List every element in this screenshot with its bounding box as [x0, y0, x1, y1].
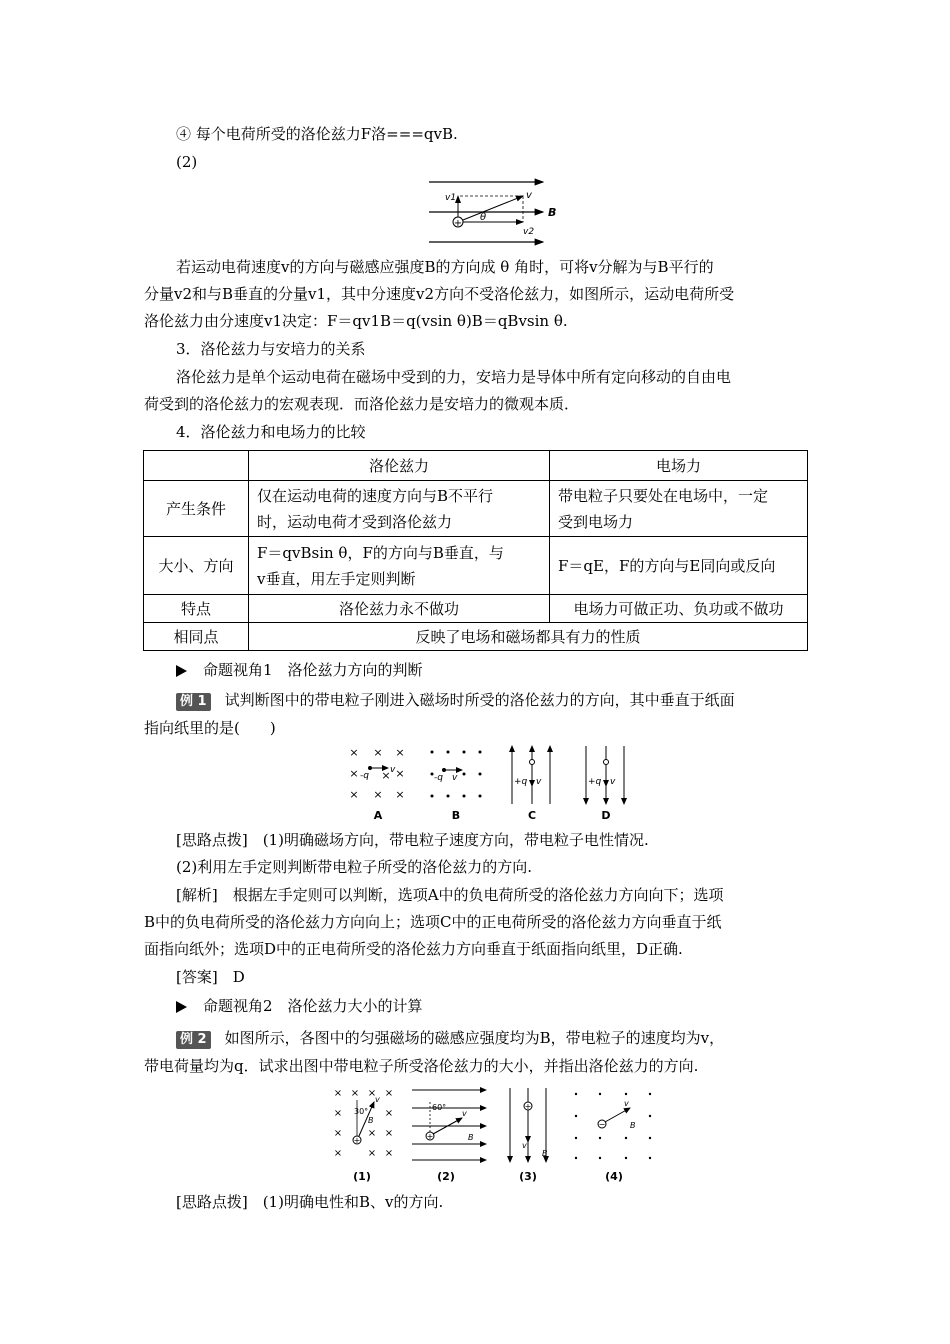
- figure-d-charge: +q: [588, 777, 602, 787]
- figure-4: [575, 1093, 651, 1159]
- decompose-line-3: 洛伦兹力由分速度v1决定：F＝qv1B＝q(vsin θ)B＝qBvsin θ.: [144, 312, 568, 330]
- svg-text:×: ×: [333, 1088, 343, 1099]
- example-1-question-line-2: 指向纸里的是( ): [144, 719, 276, 737]
- figure-d-v: v: [610, 777, 616, 787]
- heading-4: 4．洛伦兹力和电场力的比较: [176, 423, 366, 441]
- header-empty: [144, 451, 249, 481]
- svg-text:×: ×: [349, 767, 359, 780]
- angle-60: 60°: [432, 1103, 447, 1112]
- figure-2: [412, 1090, 486, 1160]
- figure-3: [510, 1088, 546, 1162]
- heading-3: 3．洛伦兹力与安培力的关系: [176, 340, 366, 358]
- figure-label-c: C: [527, 809, 537, 822]
- topic-2-heading: 命题视角2 洛伦兹力大小的计算: [176, 996, 423, 1016]
- figure-c-v: v: [536, 777, 542, 787]
- figure-b-charge: -q: [434, 773, 443, 783]
- figure-c-charge: +q: [514, 777, 528, 787]
- svg-text:×: ×: [373, 746, 383, 759]
- theta-label: θ: [480, 212, 487, 223]
- table-header-row: [144, 451, 808, 481]
- v1-label: v1: [445, 193, 457, 203]
- svg-text:+: +: [353, 1136, 361, 1145]
- svg-text:×: ×: [395, 788, 405, 801]
- figure-d: [586, 746, 624, 804]
- example-1-hint-2: (2)利用左手定则判断带电粒子所受的洛伦兹力的方向.: [176, 858, 533, 876]
- svg-text:+: +: [426, 1132, 434, 1141]
- figure-3-v: v: [522, 1141, 527, 1150]
- figure-label-4: (4): [605, 1170, 623, 1183]
- magnitude-lorentz: F＝qvBsin θ，F的方向与B垂直，与 v垂直，用左手定则判断: [249, 537, 550, 595]
- figure-label-a: A: [373, 809, 383, 822]
- figure-label-b: B: [451, 809, 461, 822]
- row-label-feature: 特点: [144, 595, 249, 623]
- svg-text:+: +: [524, 1102, 532, 1111]
- figure-1: [334, 1088, 393, 1159]
- play-triangle-icon: [176, 665, 187, 677]
- velocity-decomposition-figure: [425, 176, 565, 248]
- example-1-figures: [340, 742, 640, 824]
- svg-text:×: ×: [333, 1108, 343, 1119]
- angle-30: 30°: [354, 1107, 369, 1116]
- item-2-label: (2): [176, 153, 198, 171]
- example-2-figures: [328, 1082, 658, 1186]
- relation-line-1: 洛伦兹力是单个运动电荷在磁场中受到的力，安培力是导体中所有定向移动的自由电: [176, 368, 732, 386]
- v2-label: v2: [523, 227, 535, 237]
- svg-text:×: ×: [333, 1128, 343, 1139]
- figure-a: [349, 746, 404, 801]
- example-1-analysis-2: B中的负电荷所受的洛伦兹力方向向上；选项C中的正电荷所受的洛伦兹力方向垂直于纸: [144, 913, 722, 931]
- decompose-line-1: 若运动电荷速度v的方向与磁感应强度B的方向成 θ 角时，可将v分解为与B平行的: [176, 258, 714, 276]
- svg-text:×: ×: [395, 767, 405, 780]
- feature-lorentz: 洛伦兹力永不做功: [249, 595, 550, 623]
- svg-text:−: −: [598, 1120, 606, 1129]
- figure-a-v: v: [390, 765, 396, 775]
- condition-electric: 带电粒子只要处在电场中，一定 受到电场力: [550, 481, 808, 537]
- table-row: [144, 595, 808, 623]
- comparison-table: [143, 450, 808, 651]
- figure-3-b: B: [542, 1149, 548, 1158]
- figure-1-b: B: [368, 1116, 374, 1125]
- row-label-common: 相同点: [144, 623, 249, 651]
- svg-text:×: ×: [384, 1088, 394, 1099]
- figure-4-v: v: [624, 1099, 629, 1108]
- figure-1-v: v: [375, 1095, 380, 1104]
- positive-charge-label: +: [453, 218, 463, 229]
- figure-c: [512, 746, 550, 804]
- figure-label-d: D: [601, 809, 611, 822]
- v-label: v: [526, 190, 532, 201]
- figure-b-v: v: [452, 773, 458, 783]
- row-label-condition: 产生条件: [144, 481, 249, 537]
- figure-label-3: (3): [519, 1170, 537, 1183]
- example-2-question-line-2: 带电荷量均为q．试求出图中带电粒子所受洛伦兹力的大小，并指出洛伦兹力的方向.: [144, 1057, 699, 1075]
- topic-1-heading: 命题视角1 洛伦兹力方向的判断: [176, 660, 423, 680]
- common-value: 反映了电场和磁场都具有力的性质: [249, 623, 808, 651]
- force-formula-line: ④ 每个电荷所受的洛伦兹力F洛===qvB.: [176, 125, 458, 143]
- example-1-question-line-1: 例 1 试判断图中的带电粒子刚进入磁场时所受的洛伦兹力的方向，其中垂直于纸面: [176, 690, 735, 711]
- play-triangle-icon: [176, 1001, 187, 1013]
- svg-text:×: ×: [367, 1128, 377, 1139]
- example-1-analysis-3: 面指向纸外；选项D中的正电荷所受的洛伦兹力方向垂直于纸面指向纸里，D正确.: [144, 940, 683, 958]
- svg-text:×: ×: [395, 746, 405, 759]
- header-lorentz: 洛伦兹力: [249, 451, 550, 481]
- b-label: B: [548, 206, 557, 219]
- condition-lorentz: 仅在运动电荷的速度方向与B不平行 时，运动电荷才受到洛伦兹力: [249, 481, 550, 537]
- example-2-hint: [思路点拨] (1)明确电性和B、v的方向.: [176, 1193, 444, 1211]
- row-label-magnitude: 大小、方向: [144, 537, 249, 595]
- svg-text:×: ×: [384, 1108, 394, 1119]
- example-1-analysis-1: [解析] 根据左手定则可以判断，选项A中的负电荷所受的洛伦兹力方向向下；选项: [176, 886, 724, 904]
- feature-electric: 电场力可做正功、负功或不做功: [550, 595, 808, 623]
- relation-line-2: 荷受到的洛伦兹力的宏观表现．而洛伦兹力是安培力的微观本质．: [144, 395, 580, 413]
- svg-text:×: ×: [349, 746, 359, 759]
- svg-text:×: ×: [381, 769, 391, 782]
- example-2-badge: 例 2: [176, 1031, 211, 1049]
- svg-text:×: ×: [373, 788, 383, 801]
- table-row: [144, 537, 808, 595]
- table-row: [144, 623, 808, 651]
- svg-text:×: ×: [384, 1148, 394, 1159]
- magnitude-electric: F＝qE，F的方向与E同向或反向: [550, 537, 808, 595]
- figure-4-b: B: [630, 1121, 636, 1130]
- svg-text:×: ×: [384, 1128, 394, 1139]
- header-electric: 电场力: [550, 451, 808, 481]
- example-1-hint-1: [思路点拨] (1)明确磁场方向，带电粒子速度方向，带电粒子电性情况.: [176, 831, 649, 849]
- figure-a-charge: -q: [360, 771, 369, 781]
- svg-text:×: ×: [333, 1148, 343, 1159]
- figure-label-1: (1): [353, 1170, 371, 1183]
- svg-text:×: ×: [350, 1088, 360, 1099]
- svg-text:×: ×: [367, 1148, 377, 1159]
- svg-text:×: ×: [367, 1088, 377, 1099]
- table-row: [144, 481, 808, 537]
- figure-label-2: (2): [437, 1170, 455, 1183]
- figure-2-v: v: [462, 1109, 467, 1118]
- svg-text:×: ×: [349, 788, 359, 801]
- example-1-answer: [答案] D: [176, 968, 245, 986]
- figure-2-b: B: [468, 1133, 474, 1142]
- decompose-line-2: 分量v2和与B垂直的分量v1，其中分速度v2方向不受洛伦兹力，如图所示，运动电荷所受: [144, 285, 735, 303]
- example-1-badge: 例 1: [176, 693, 211, 711]
- example-2-question-line-1: 例 2 如图所示，各图中的匀强磁场的磁感应强度均为B，带电粒子的速度均为v，: [176, 1028, 724, 1049]
